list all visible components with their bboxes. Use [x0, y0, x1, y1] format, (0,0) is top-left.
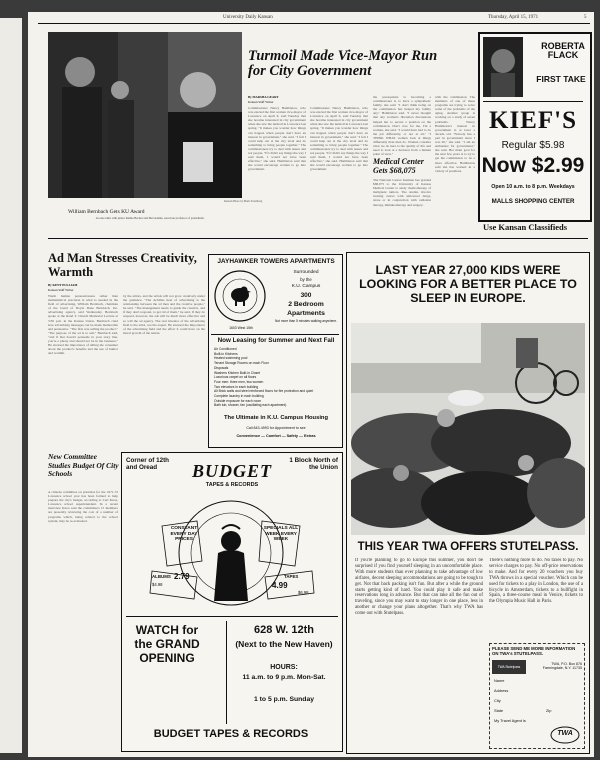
photo-credit: Kansan Photo by Mark Stromberg — [224, 200, 263, 203]
store-hours: Open 10 a.m. to 8 p.m. Weekdays — [491, 184, 575, 190]
walking-distance: Not more than 5 minutes walking anywhere. — [274, 319, 337, 323]
amenity-item: Two elevators in each building — [214, 384, 259, 389]
jayhawker-divider — [211, 334, 339, 335]
sleeping-kids-photo — [351, 323, 585, 535]
amenity-item: Complete laundry in each building — [214, 394, 264, 399]
regular-price: Regular $5.98 — [501, 140, 565, 151]
leasing-banner: Now Leasing for Summer and Next Fall — [217, 337, 335, 344]
album-title: FIRST TAKE — [536, 74, 586, 84]
committee-body: A citizens committee on priorities for the 1971-72 Lawrence school year has been formed to help prepare the city's budget, according to Carl Knox, Lawrence school superintendent. In a recent interview Knox said the committee's 15 members are presently reviewing the cost of a number of programs which, being related to the school system, may be re-evaluated. — [48, 490, 118, 523]
section-rule — [48, 238, 588, 239]
budget-vertical-divider — [226, 621, 227, 724]
newspaper-page — [28, 12, 594, 757]
budget-footer-name: BUDGET TAPES & RECORDS — [153, 728, 309, 740]
store-address: 628 W. 12th — [254, 624, 314, 636]
twa-logo — [550, 726, 580, 744]
masthead-date: Thursday, April 15, 1971 — [488, 15, 539, 20]
coupon-field-travel-agent[interactable]: My Travel Agent is — [494, 718, 526, 723]
tape-list-price: $6.98 — [298, 590, 309, 595]
ad-man-column-2: by the artists, and the artists will not grow creatively under the guidance. "The Achilles heel of advertising is the relationship between the ad men and the creative people," he said. "The management needs to guide the creative, and if they don't respond, to get rid of them," he said. If they do respond, however, the ads will be much more effective and so will the ad agency. The real inventor of the advertising field is the artist, not the expert. He stressed the importance of the advertising field and the effort it could have on the moral growth of the nation. — [123, 294, 205, 335]
constant-prices-badge: CONSTANT EVERY DAY PRICES — [170, 526, 198, 543]
coupon-field-zip[interactable]: Zip — [546, 708, 552, 713]
twa-body-left: If you're planning to go to Europe this summer, you don't be surprised if you find yourself sleeping in an uncomfortable place. With more students than ever planning to take advantage of low airfares, decent sleeping accommodations are going to be tough to get. Not that back packing isn't fun. But after a while the ground starts getting kind of hard. You could play it safe and make reservations long in advance. But that can take all the fun out of traveling, since you may want to stay longer in one place, less in another or change your plans altogether. That's why TWA has come out with Stutelpass. — [355, 558, 483, 617]
budget-logo-line2: TAPES & RECORDS — [205, 482, 259, 488]
jayhawker-address: 1603 West 15th — [229, 326, 253, 330]
jayhawker-logo — [213, 269, 267, 323]
coupon-field-city[interactable]: City — [494, 698, 501, 703]
vice-mayor-byline-role: Kansan Staff Writer — [248, 100, 274, 104]
masthead-left: University Daily Kansan — [223, 15, 273, 20]
call-to-action: Call 843-4993 for Appointment to see — [246, 426, 306, 430]
album-list-price: $4.98 — [152, 582, 163, 587]
location-corner: Corner of 12th and Oread — [126, 457, 170, 472]
hours-label: HOURS: — [270, 664, 298, 671]
kiefs-divider — [483, 101, 583, 102]
budget-divider — [126, 616, 338, 617]
artist-name: ROBERTA FLACK — [541, 41, 585, 60]
album-cover-image — [483, 37, 523, 97]
kiefs-ad — [478, 32, 592, 222]
stamp-label: TWA Stutelpass — [497, 665, 521, 669]
sunday-hours: 1 to 5 p.m. Sunday — [253, 696, 315, 703]
tape-price: 4.99 — [272, 581, 288, 590]
amenity-item: Tenant Storage Rooms on each Floor — [214, 361, 269, 366]
ultimate-tagline: The Ultimate in K.U. Campus Housing — [223, 415, 329, 421]
amenity-item: All Brick walls and steel reinforced floors for fire protection and quiet — [214, 389, 314, 394]
ad-man-column-1: Warm human persuasiveness rather than mathematical precision is what is needed in the field of advertising, William Bernbach, chairman of the board of Doyle Dane Bernbach, Inc. advertising agency, said Wednesday. Bernbach spoke at the Rand T. Church Memorial Lecture at 3:30 p.m. in the Kansas Union. Bernbach cited how advertising messages can be made memorable and persuasive. "The first was selling the product." "The purpose of the ad is to sell," Bernbach said, "and if that doesn't persuade in your story line, you're a phony and should not be in the business." He stressed the importance of telling the consumer about the product's benefits and the use of humor and warmth. — [48, 294, 118, 356]
twa-subhead: THIS YEAR TWA OFFERS STUTELPASS. — [357, 541, 579, 553]
twa-logo-text: TWA — [557, 730, 573, 737]
twa-headline: LAST YEAR 27,000 KIDS WERE LOOKING FOR A BETTER PLACE TO SLEEP IN EUROPE. — [359, 263, 577, 305]
award-photo — [48, 32, 242, 198]
committee-headline: New Committee Studies Budget Of City Schools — [48, 452, 119, 478]
amenity-item: Four men: three men, two women — [214, 379, 264, 384]
amenity-item: Luxurious carpet on all floors — [214, 375, 257, 380]
twa-coupon — [489, 643, 585, 749]
store-location: MALLS SHOPPING CENTER — [491, 198, 575, 205]
jayhawker-slogan: Convenience — Comfort — Safety — Extras — [236, 434, 316, 438]
jayhawker-ad — [208, 254, 343, 448]
ad-man-headline: Ad Man Stresses Creativity, Warmth — [48, 251, 197, 279]
ad-man-byline: By KENT PULLIAM — [48, 283, 78, 287]
tapes-label: TAPES — [284, 574, 299, 579]
vice-mayor-byline: By MARSHA GEARY — [248, 95, 279, 99]
albums-label: ALBUMS — [152, 574, 171, 579]
vice-mayor-column-4: with the commission. The members of one of these programs are trying to solve some of the problems of the aging. Another group is working on a study of seven problems. Nancy Hambleton's interest in government is at least a decade old. "Nobody has a part in government since I was 20," she said. "I am an enthusiast for government," she said. Her main goal for the next few years is to try to get the commission to be a more effective. Hambleton said she has worked in a variety of positions. — [435, 95, 475, 173]
budget-logo-line1: BUDGET — [191, 461, 272, 481]
bedroom-text: 2 Bedroom — [288, 301, 324, 308]
surrounded-text: Surrounded — [293, 270, 319, 275]
photo-subcaption: At ease talks with junior Ramie Becker and Mel Adams, associate professor of journalism. — [95, 216, 205, 220]
kiefs-logo: KIEF'S — [489, 107, 577, 134]
coupon-field-state[interactable]: State — [494, 708, 504, 713]
vice-mayor-column-1: Commissioner Nancy Hambleton, who was elected the first woman vice-mayor of Lawrence on April 6, said Tuesday that she became interested in city government when she saw the turmoil in Lawrence last spring. "It makes you wonder how things can happen when people don't have an interest in government," she said. "I felt I could help out at the city level and do something to bring people together." The commissioners try to deal with issues and not people. "If I didn't say things the way I said them, I would not have been effective," she said. Hambleton said that she would encourage women to go into government. — [248, 106, 306, 172]
location-block: 1 Block North of the Union — [289, 457, 338, 472]
photo-caption: William Bernbach Gets KU Award — [68, 209, 145, 215]
amenity-item: Disposals — [214, 365, 229, 370]
classifieds-promo: Use Kansan Classifieds — [483, 222, 568, 232]
amenity-item: Air Conditioned — [214, 347, 237, 351]
amenities-list — [214, 347, 338, 408]
budget-tapes-ad — [121, 452, 343, 752]
coupon-field-name[interactable]: Name — [494, 678, 505, 683]
amenity-item: Heated swimming pool — [214, 356, 248, 361]
amenity-item: Washers Kitchen Built-in Closet — [214, 370, 261, 375]
weekday-hours: 11 a.m. to 9 p.m. Mon-Sat. — [242, 674, 326, 681]
amenity-item: Built-in Kitchens — [214, 351, 238, 356]
twa-body-right: There's nothing more to do. No taxes to pay. No service charges to pay. No off-price reservations to make. And for every 20 vouchers you buy TWA throws in a special voucher. Which can be used for tickets to a play in London, the use of a bicycle in Amsterdam, tickets to a bullfight in Spain, a three-course meal in Venice, tickets to the Olympia Music Hall in Paris. — [489, 558, 583, 605]
sale-price: Now $2.99 — [481, 154, 585, 177]
stutelpass-stamp — [492, 660, 526, 674]
jayhawker-title: JAYHAWKER TOWERS APARTMENTS — [217, 258, 335, 265]
coupon-mail-address: TWA, P.O. Box 876 Farmingdale, N.Y. 11735 — [542, 662, 582, 671]
vice-mayor-headline: Turmoil Made Vice-Mayor Run for City Government — [248, 48, 438, 79]
page-number: 5 — [584, 15, 587, 20]
header-rule — [38, 23, 590, 24]
adjacent-page-edge — [0, 18, 22, 753]
unit-count: 300 — [300, 292, 312, 299]
ad-man-byline-role: Kansan Staff Writer — [48, 288, 74, 292]
apartments-text: Apartments — [287, 310, 325, 317]
twa-ad — [346, 252, 590, 754]
amenity-item: Bath tub, shower, fan (oscillating each apartment) — [214, 403, 287, 408]
by-the-text: by the — [300, 277, 312, 282]
grand-opening-notice: WATCH for the GRAND OPENING — [134, 623, 200, 665]
medical-center-headline: Medical Center Gets $68,075 — [373, 157, 424, 175]
vice-mayor-column-3: the prerequisite is becoming a commissioner is to have a sympathetic family, she said. "I don't think being on the commission has helped my family any," Hambleton said. "I never thought that any woman's liberation discussions helped her to secure a position on the commission. Don't vote for me, I'm a woman, she said. "I would have had to do the job differently, or not at all." "I THINK WHAT women look at things differently than men do. Women consider what we do here is the quality of life and need to look at a decision from a human point of view." — [373, 95, 431, 157]
medical-center-body: The National Cancer Institute has granted $68,075 to the University of Kansas Medical Center to study chemotherapy of malignant tumors. The studies involve treating cancer with anticancer drugs, alone or in conjunction with radiation therapy, immunotherapy and surgery. — [373, 178, 431, 207]
specials-badge: SPECIALS ALL WEEK EVERY WEEK — [263, 526, 299, 543]
coupon-field-address[interactable]: Address — [494, 688, 509, 693]
album-price: 2.79 — [174, 572, 190, 581]
amenity-item: Outside exposure for each room — [214, 398, 262, 403]
coupon-title: PLEASE SEND ME MORE INFORMATION ON TWA's STUTELPASS. — [492, 646, 576, 656]
campus-text: K.U. Campus — [291, 284, 321, 289]
vice-mayor-column-2: Commissioner Nancy Hambleton, who was elected the first woman vice-mayor of Lawrence on April 6, said Tuesday that she became interested in city government when she saw the turmoil in Lawrence last spring. "It makes you wonder how things can happen when people don't have an interest in government," she said. "I felt I could help out at the city level and do something to bring people together." The commissioners try to deal with issues and not people. "If I didn't say things the way I said them, I would not have been effective," she said. Hambleton said that she would encourage women to go into government. — [310, 106, 368, 172]
next-to-landmark: (Next to the New Haven) — [235, 639, 333, 649]
